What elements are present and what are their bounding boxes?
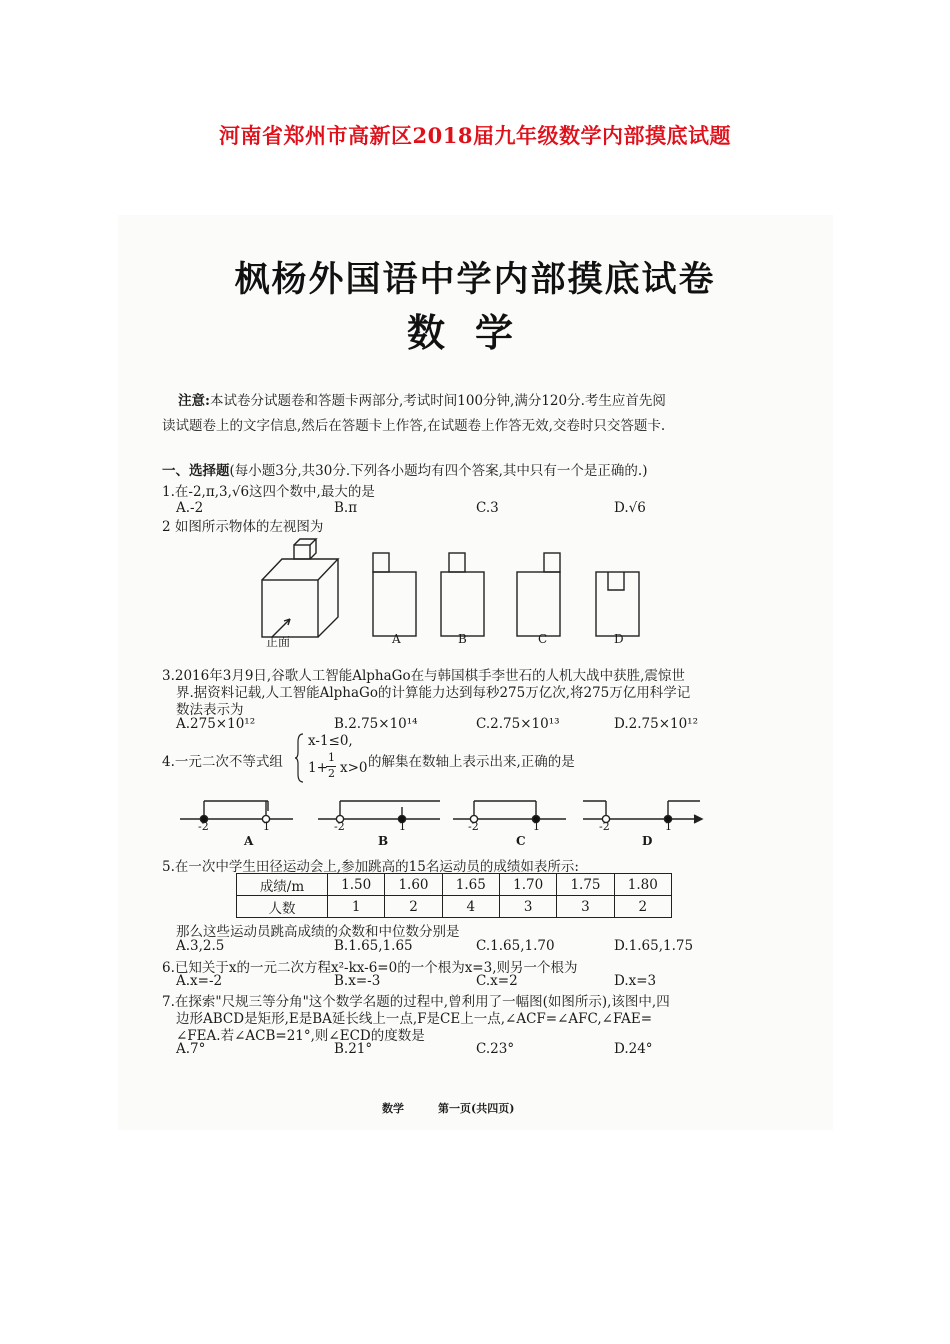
q5-option-d: D.1.65,1.75	[614, 938, 694, 954]
q6-option-c: C.x=2	[476, 973, 518, 989]
notice-line-1	[178, 389, 666, 409]
q4-brace	[295, 732, 305, 784]
exam-subject: 数学	[406, 310, 543, 355]
section-1-label: 一、选择题	[162, 463, 230, 479]
q4-prefix: 4.一元二次不等式组	[162, 754, 283, 770]
q2-solid-object	[262, 539, 338, 637]
table-cell: 成绩/m	[237, 874, 328, 896]
table-cell: 2	[614, 896, 671, 918]
q4-inequality-2-lead: 1+	[308, 760, 328, 776]
table-cell: 3	[499, 896, 556, 918]
q2-option-d-view	[596, 572, 639, 636]
footer-page-number: 第一页(共四页)	[438, 1102, 515, 1115]
q2-label-c: C	[538, 632, 548, 646]
q4-d-tick-1: 1	[665, 820, 672, 833]
q3-option-a: A.275×10¹²	[176, 716, 256, 732]
q4-label-d: D	[642, 834, 653, 848]
q6-option-a: A.x=-2	[176, 973, 223, 989]
q7-option-b: B.21°	[334, 1041, 373, 1057]
q1-option-d: D.√6	[614, 500, 646, 516]
q4-b-tick-1: 1	[399, 820, 406, 833]
q4-fraction-numerator: 1	[328, 751, 335, 764]
section-1-heading	[162, 459, 647, 479]
q5-option-a: A.3,2.5	[176, 938, 225, 954]
q3-line-1: 3.2016年3月9日,谷歌人工智能AlphaGo在与韩国棋手李世石的人机大战中获胜,震惊世	[162, 668, 685, 684]
q4-fraction-denominator: 2	[328, 767, 335, 780]
q4-inequality-2-tail: x>0	[340, 760, 368, 776]
q4-number-lines	[178, 795, 708, 835]
document-title: 河南省郑州市高新区2018届九年级数学内部摸底试题	[219, 123, 731, 148]
q1-option-c: C.3	[476, 500, 499, 516]
exam-title: 枫杨外国语中学内部摸底试卷	[234, 259, 716, 300]
q6-option-d: D.x=3	[614, 973, 657, 989]
q4-label-c: C	[516, 834, 526, 848]
table-cell: 1.80	[614, 874, 671, 896]
table-cell: 1.75	[557, 874, 614, 896]
q4-label-b: B	[378, 834, 389, 848]
q7-option-c: C.23°	[476, 1041, 515, 1057]
q5-option-c: C.1.65,1.70	[476, 938, 555, 954]
table-cell: 1.50	[328, 874, 385, 896]
q1-option-a: A.-2	[176, 500, 204, 516]
table-cell: 2	[385, 896, 442, 918]
table-row	[237, 874, 672, 896]
q2-option-a-view	[373, 553, 416, 636]
q3-option-d: D.2.75×10¹²	[614, 716, 699, 732]
table-cell: 1.60	[385, 874, 442, 896]
q1-option-b: B.π	[334, 500, 358, 516]
q4-c-tick-neg2: -2	[468, 820, 479, 833]
q1-stem: 1.在-2,π,3,√6这四个数中,最大的是	[162, 484, 375, 500]
q2-label-a: A	[392, 632, 401, 646]
q7-line-2: 边形ABCD是矩形,E是BA延长线上一点,F是CE上一点,∠ACF=∠AFC,∠FAE=	[176, 1011, 653, 1027]
q7-option-d: D.24°	[614, 1041, 653, 1057]
notice-line-2: 读试题卷上的文字信息,然后在答题卡上作答,在试题卷上作答无效,交卷时只交答题卡.	[162, 418, 666, 434]
table-cell: 4	[442, 896, 499, 918]
notice-label: 注意:	[178, 393, 210, 409]
q5-stem: 5.在一次中学生田径运动会上,参加跳高的15名运动员的成绩如表所示:	[162, 859, 579, 875]
q5-score-table	[236, 873, 672, 918]
q2-label-d: D	[614, 632, 624, 646]
q2-stem: 2 如图所示物体的左视图为	[162, 519, 324, 535]
table-cell: 1.65	[442, 874, 499, 896]
q3-option-c: C.2.75×10¹³	[476, 716, 560, 732]
table-row	[237, 896, 672, 918]
q4-d-tick-neg2: -2	[599, 820, 610, 833]
q2-option-c-view	[517, 553, 560, 636]
q3-option-b: B.2.75×10¹⁴	[334, 716, 418, 732]
q6-option-b: B.x=-3	[334, 973, 381, 989]
q4-b-tick-neg2: -2	[334, 820, 345, 833]
q2-label-b: B	[458, 632, 467, 646]
q4-number-line-a	[180, 801, 293, 823]
q6-stem: 6.已知关于x的一元二次方程x²-kx-6=0的一个根为x=3,则另一个根为	[162, 960, 578, 976]
q4-a-tick-1: 1	[263, 820, 270, 833]
table-cell: 人数	[237, 896, 328, 918]
q7-line-3: ∠FEA.若∠ACB=21°,则∠ECD的度数是	[176, 1028, 425, 1044]
q4-c-tick-1: 1	[533, 820, 540, 833]
q5-question: 那么这些运动员跳高成绩的众数和中位数分别是	[176, 924, 460, 940]
q7-option-a: A.7°	[176, 1041, 206, 1057]
table-cell: 1.70	[499, 874, 556, 896]
q4-label-a: A	[244, 834, 254, 848]
q2-front-label: 正面	[266, 635, 291, 649]
q4-inequality-1: x-1≤0,	[308, 733, 353, 749]
footer-subject: 数学	[382, 1102, 404, 1115]
table-cell: 1	[328, 896, 385, 918]
q4-a-tick-neg2: -2	[198, 820, 209, 833]
q4-suffix: 的解集在数轴上表示出来,正确的是	[368, 754, 575, 770]
notice-text-1: 本试卷分试题卷和答题卡两部分,考试时间100分钟,满分120分.考生应首先阅	[209, 393, 666, 409]
q2-option-b-view	[441, 553, 484, 636]
section-1-desc: (每小题3分,共30分.下列各小题均有四个答案,其中只有一个是正确的.)	[229, 463, 648, 479]
q7-line-1: 7.在探索"尺规三等分角"这个数学名题的过程中,曾利用了一幅图(如图所示),该图中,四	[162, 994, 670, 1010]
q3-line-3: 数法表示为	[176, 702, 244, 718]
table-cell: 3	[557, 896, 614, 918]
q3-line-2: 界.据资料记载,人工智能AlphaGo的计算能力达到每秒275万亿次,将275万亿用科学记	[176, 685, 691, 701]
q5-option-b: B.1.65,1.65	[334, 938, 413, 954]
